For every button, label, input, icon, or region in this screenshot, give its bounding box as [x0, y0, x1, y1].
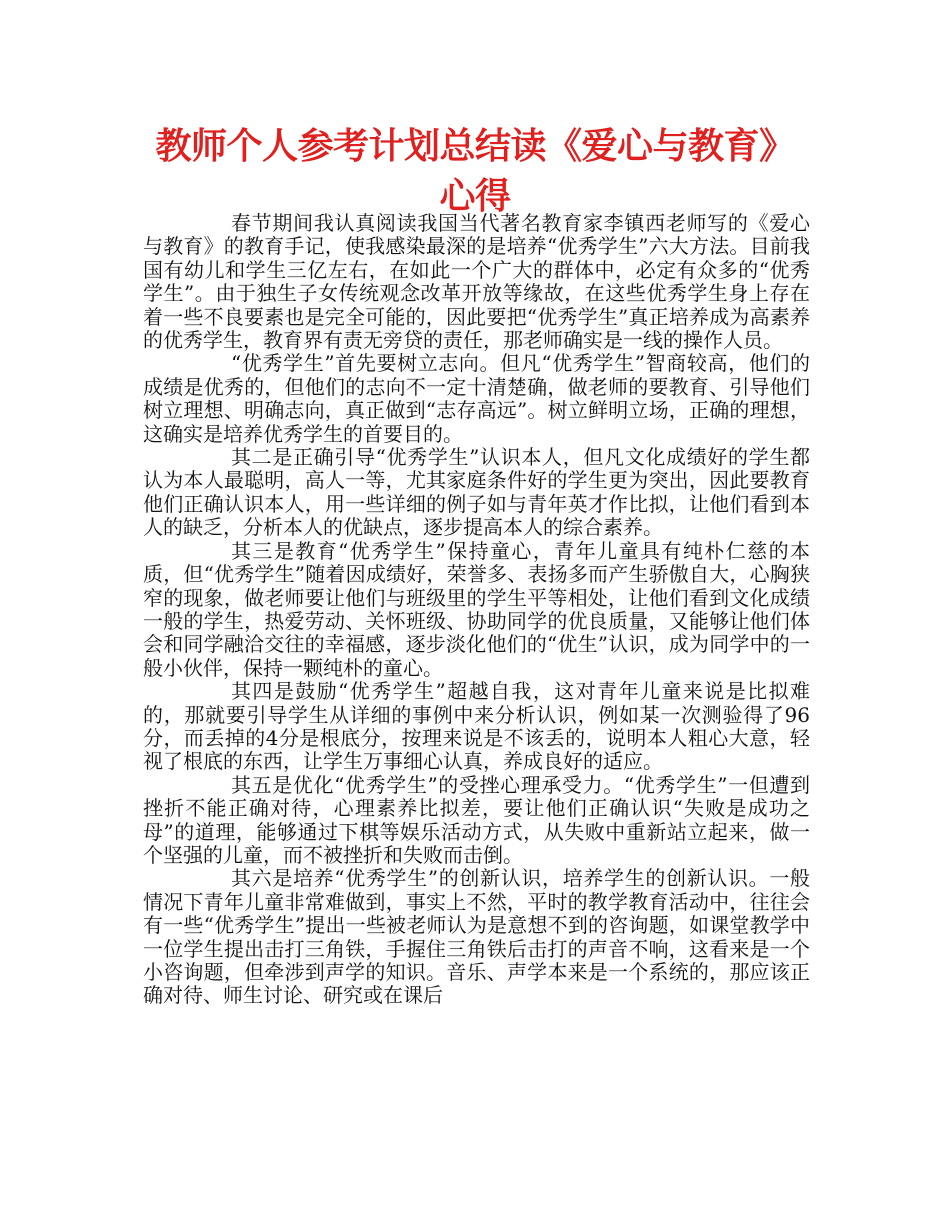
paragraph: 春节期间我认真阅读我国当代著名教育家李镇西老师写的《爱心与教育》的教育手记，使我感染最深的是培养“优秀学生”六大方法。目前我国有幼儿和学生三亿左右，在如此一个广大的群体中，必定有众多的“优秀学生”。由于独生子女传统观念改革开放等缘故，在这些优秀学生身上存在着一些不良要素也是完全可能的，因此要把“优秀学生”真正培养成为高素养的优秀学生，教育界有责无旁贷的责任，那老师确实是一线的操作人员。 [143, 211, 810, 353]
paragraph: 其五是优化“优秀学生”的受挫心理承受力。“优秀学生”一但遭到挫折不能正确对待，心理素养比拟差，要让他们正确认识“失败是成功之母”的道理，能够通过下棋等娱乐活动方式，从失败中重新站立起来，做一个坚强的儿童，而不被挫折和失败而击倒。 [143, 772, 810, 867]
document-title: 教师个人参考计划总结读《爱心与教育》心得 [155, 126, 795, 217]
paragraph: 其二是正确引导“优秀学生”认识本人，但凡文化成绩好的学生都认为本人最聪明，高人一等，尤其家庭条件好的学生更为突出，因此要教育他们正确认识本人，用一些详细的例子如与青年英才作比拟，让他们看到本人的缺乏，分析本人的优缺点，逐步提高本人的综合素养。 [143, 445, 810, 540]
document-body [143, 212, 810, 1008]
paragraph: 其六是培养“优秀学生”的创新认识，培养学生的创新认识。一般情况下青年儿童非常难做到，事实上不然，平时的教学教育活动中，往往会有一些“优秀学生”提出一些被老师认为是意想不到的咨询题，如课堂教学中一位学生提出击打三角铁，手握住三角铁后击打的声音不响，这看来是一个小咨询题，但牵涉到声学的知识。音乐、声学本来是一个系统的，那应该正确对待、师生讨论、研究或在课后 [143, 866, 810, 1008]
paragraph: 其四是鼓励“优秀学生”超越自我，这对青年儿童来说是比拟难的，那就要引导学生从详细的事例中来分析认识，例如某一次测验得了96分，而丢掉的4分是根底分，按理来说是不该丢的，说明本人粗心大意，轻视了根底的东西，让学生万事细心认真，养成良好的适应。 [143, 679, 810, 774]
paragraph: 其三是教育“优秀学生”保持童心，青年儿童具有纯朴仁慈的本质，但“优秀学生”随着因成绩好，荣誉多、表扬多而产生骄傲自大，心胸狭窄的现象，做老师要让他们与班级里的学生平等相处，让他们看到文化成绩一般的学生，热爱劳动、关怀班级、协助同学的优良质量，又能够让他们体会和同学融洽交往的幸福感，逐步淡化他们的“优生”认识，成为同学中的一般小伙伴，保持一颗纯朴的童心。 [143, 538, 810, 680]
paragraph: “优秀学生”首先要树立志向。但凡“优秀学生”智商较高，他们的成绩是优秀的，但他们的志向不一定十清楚确，做老师的要教育、引导他们树立理想、明确志向，真正做到“志存高远”。树立鲜明立场，正确的理想，这确实是培养优秀学生的首要目的。 [143, 351, 810, 446]
